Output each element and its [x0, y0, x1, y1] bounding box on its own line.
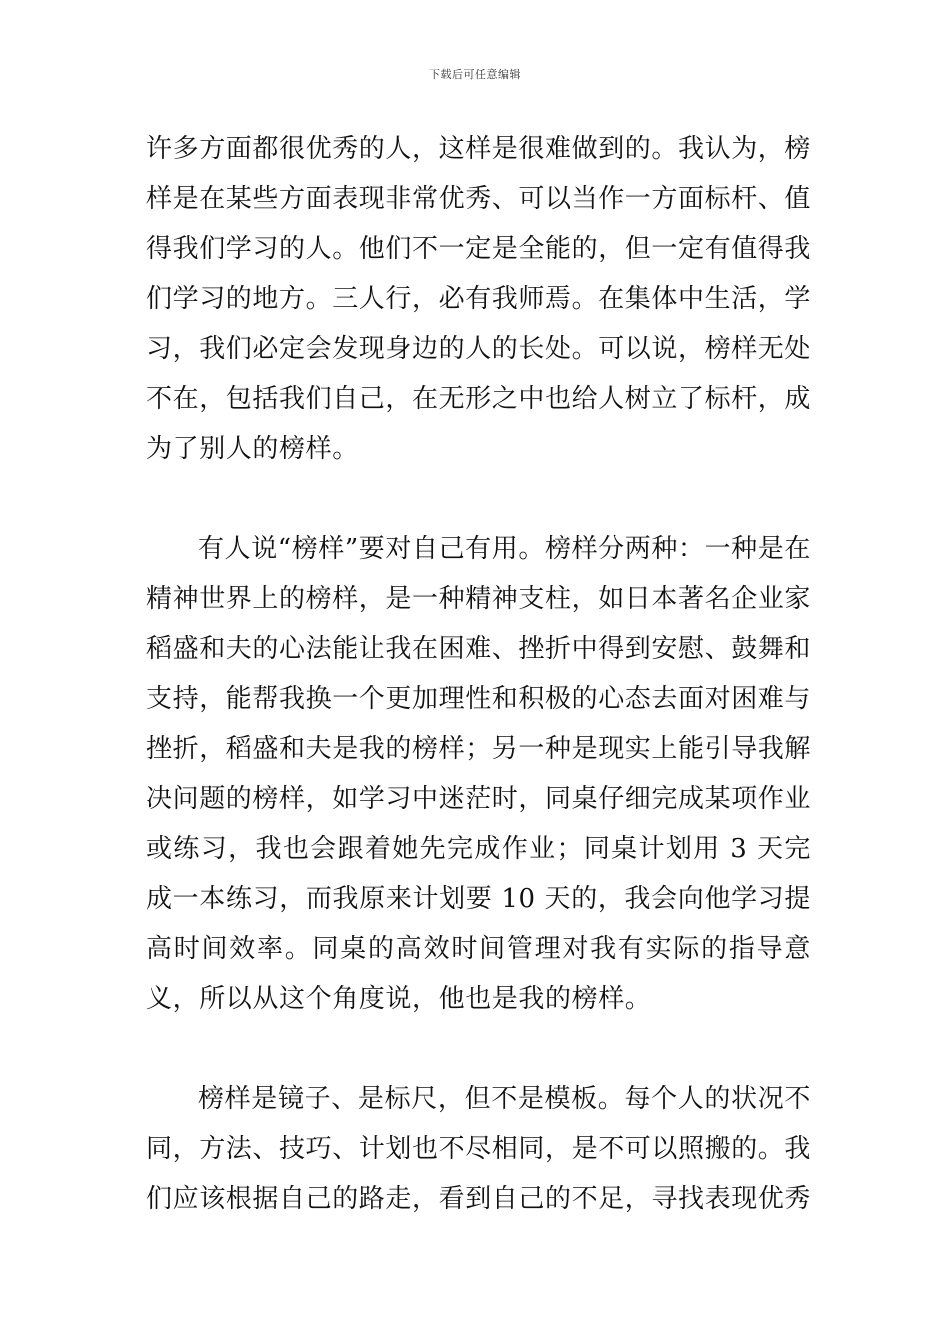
page-header: 下载后可任意编辑: [429, 68, 521, 81]
paragraph-2: 有人说“榜样”要对自己有用。榜样分两种：一种是在精神世界上的榜样，是一种精神支柱，如日本著名企业家稻盛和夫的心法能让我在困难、挫折中得到安慰、鼓舞和支持，能帮我换一个更加理性和积极的心态去面对困难与挫折，稻盛和夫是我的榜样；另一种是现实上能引导我解决问题的榜样，如学习中迷茫时，同桌仔细完成某项作业或练习，我也会跟着她先完成作业；同桌计划用 3 天完成一本练习，而我原来计划要 10 天的，我会向他学习提高时间效率。同桌的高效时间管理对我有实际的指导意义，所以从这个角度说，他也是我的榜样。: [146, 534, 812, 1014]
paragraph-gap: [146, 1024, 811, 1074]
paragraph-gap: [146, 474, 811, 524]
document-body: [146, 124, 811, 1224]
paragraph-1: 许多方面都很优秀的人，这样是很难做到的。我认为，榜样是在某些方面表现非常优秀、可以当作一方面标杆、值得我们学习的人。他们不一定是全能的，但一定有值得我们学习的地方。三人行，必有我师焉。在集体中生活，学习，我们必定会发现身边的人的长处。可以说，榜样无处不在，包括我们自己，在无形之中也给人树立了标杆，成为了别人的榜样。: [146, 134, 812, 464]
paragraph-3: 榜样是镜子、是标尺，但不是模板。每个人的状况不同，方法、技巧、计划也不尽相同，是不可以照搬的。我们应该根据自己的路走，看到自己的不足，寻找表现优秀: [146, 1084, 812, 1214]
